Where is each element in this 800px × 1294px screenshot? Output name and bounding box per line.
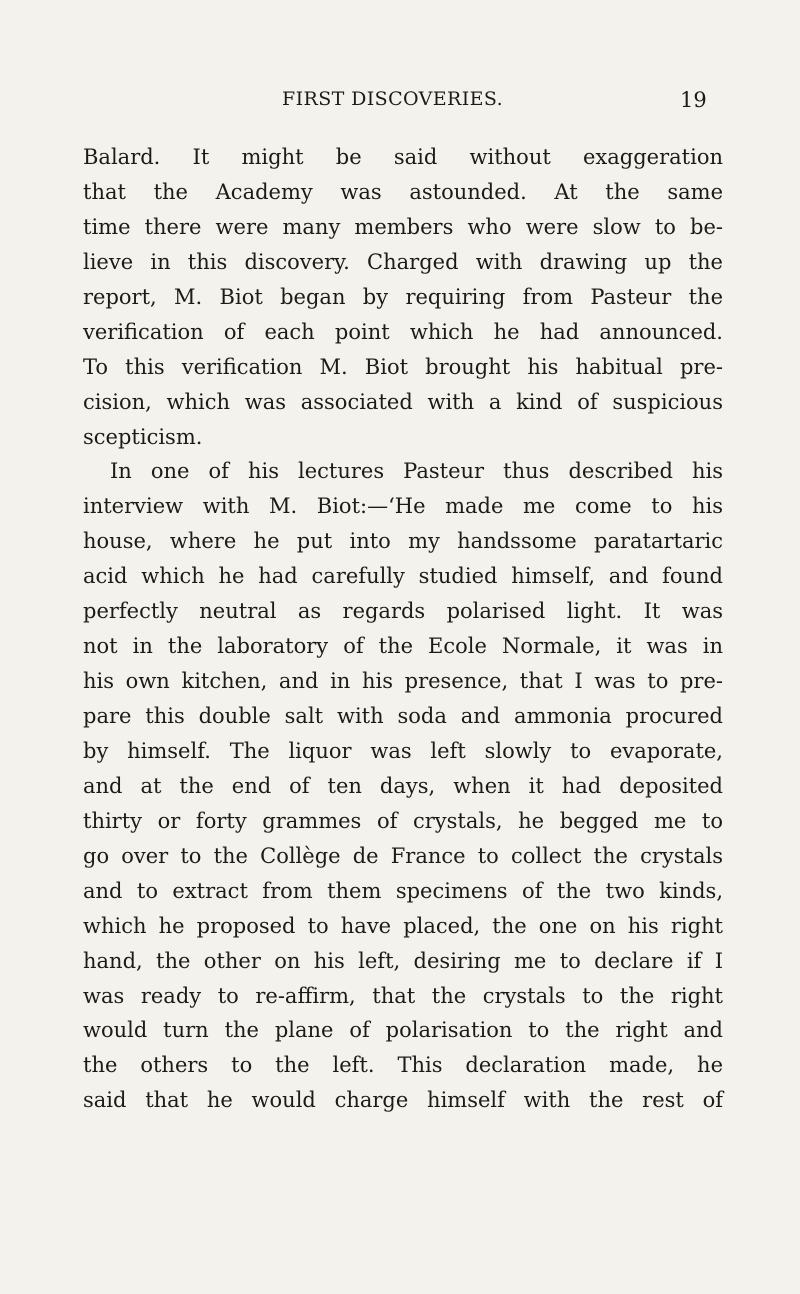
text-line: thirty or forty grammes of crystals, he begged me to [83,808,723,833]
page-number: 19 [680,88,707,112]
text-line: To this verification M. Biot brought his habitual pre- [83,354,723,379]
running-title: FIRST DISCOVERIES. [282,88,504,110]
text-line: pare this double salt with soda and ammonia procured [83,704,723,728]
text-line: and at the end of ten days, when it had deposited [83,773,723,798]
text-line: which he proposed to have placed, the one on his right [83,913,723,938]
text-line: hand, the other on his left, desiring me to declare if I [83,948,723,973]
text-line: In one of his lectures Pasteur thus described his [110,459,723,484]
text-line: was ready to re-affirm, that the crystals to the right [83,983,723,1008]
text-line: that the Academy was astounded. At the same [83,179,723,204]
text-line: scepticism. [83,424,203,449]
text-line: perfectly neutral as regards polarised light. It was [83,599,723,624]
text-line: house, where he put into my handssome paratartaric [83,529,723,554]
text-line: Balard. It might be said without exaggeration [83,145,723,169]
page-header [0,88,800,118]
body-text [83,140,723,1118]
text-line: go over to the Collège de France to collect the crystals [83,843,723,868]
text-line: lieve in this discovery. Charged with drawing up the [83,249,723,274]
text-line: the others to the left. This declaration made, he [83,1053,723,1078]
text-line: and to extract from them specimens of the two kinds, [83,878,723,903]
text-line: would turn the plane of polarisation to the right and [83,1018,723,1043]
text-line: acid which he had carefully studied himself, and found [83,564,723,589]
text-line: not in the laboratory of the Ecole Normale, it was in [83,634,723,659]
text-line: verification of each point which he had announced. [83,319,723,344]
text-line: his own kitchen, and in his presence, that I was to pre- [83,669,723,694]
text-line: time there were many members who were slow to be- [83,214,723,239]
text-line: by himself. The liquor was left slowly to evaporate, [83,738,723,763]
text-line: report, M. Biot began by requiring from Pasteur the [83,284,723,309]
text-line: interview with M. Biot:—‘He made me come to his [83,494,723,519]
text-line: cision, which was associated with a kind of suspicious [83,389,723,414]
text-line: said that he would charge himself with the rest of [83,1088,723,1113]
